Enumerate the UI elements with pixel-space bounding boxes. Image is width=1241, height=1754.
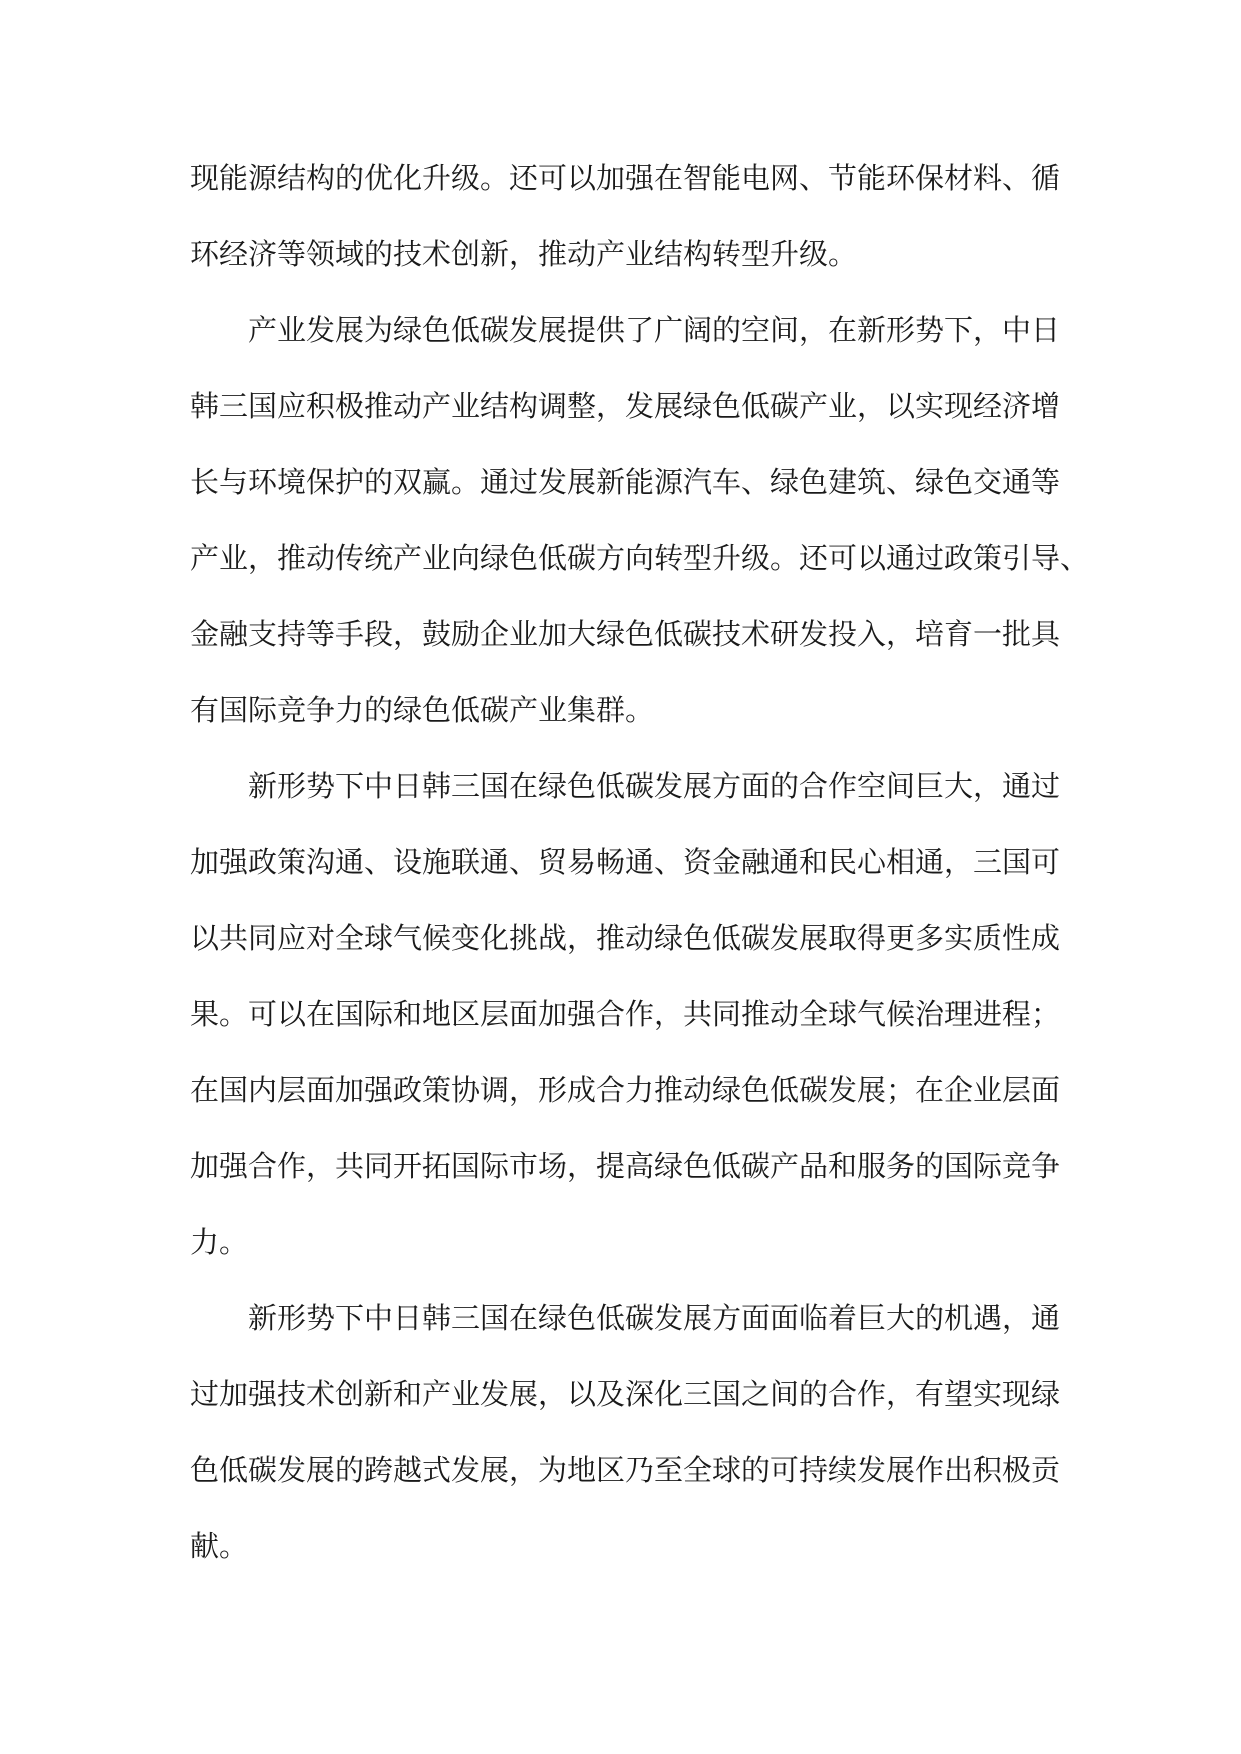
text-line: 产业，推动传统产业向绿色低碳方向转型升级。还可以通过政策引导、 [190,541,1090,575]
text-line: 环经济等领域的技术创新，推动产业结构转型升级。 [190,237,858,271]
text-line: 长与环境保护的双赢。通过发展新能源汽车、绿色建筑、绿色交通等 [190,465,1061,499]
text-line: 产业发展为绿色低碳发展提供了广阔的空间，在新形势下，中日 [248,313,1061,347]
text-line: 现能源结构的优化升级。还可以加强在智能电网、节能环保材料、循 [190,161,1061,195]
text-line: 韩三国应积极推动产业结构调整，发展绿色低碳产业，以实现经济增 [190,389,1061,423]
text-line: 果。可以在国际和地区层面加强合作，共同推动全球气候治理进程； [190,997,1061,1031]
text-line: 以共同应对全球气候变化挑战，推动绿色低碳发展取得更多实质性成 [190,921,1061,955]
document-body [190,140,1090,1584]
text-line: 加强合作，共同开拓国际市场，提高绿色低碳产品和服务的国际竞争 [190,1149,1061,1183]
text-line: 献。 [190,1529,249,1563]
text-line: 过加强技术创新和产业发展，以及深化三国之间的合作，有望实现绿 [190,1377,1061,1411]
text-line: 色低碳发展的跨越式发展，为地区乃至全球的可持续发展作出积极贡 [190,1453,1061,1487]
text-line: 加强政策沟通、设施联通、贸易畅通、资金融通和民心相通，三国可 [190,845,1061,879]
text-line: 金融支持等手段，鼓励企业加大绿色低碳技术研发投入，培育一批具 [190,617,1061,651]
text-line: 新形势下中日韩三国在绿色低碳发展方面的合作空间巨大，通过 [248,769,1061,803]
text-line: 有国际竞争力的绿色低碳产业集群。 [190,693,655,727]
text-line: 力。 [190,1225,249,1259]
text-line: 新形势下中日韩三国在绿色低碳发展方面面临着巨大的机遇，通 [248,1301,1061,1335]
text-line: 在国内层面加强政策协调，形成合力推动绿色低碳发展；在企业层面 [190,1073,1061,1107]
